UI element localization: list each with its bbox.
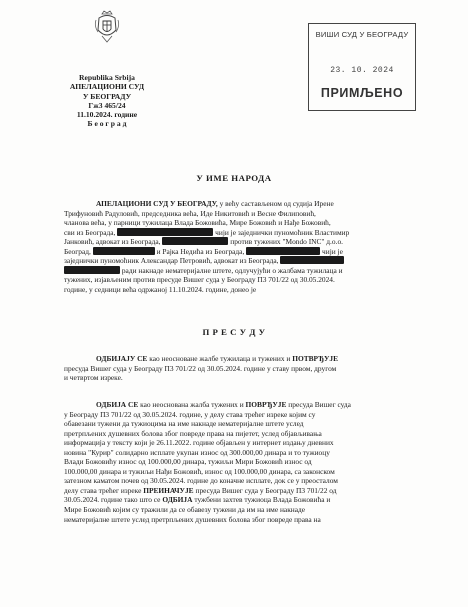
intro-paragraph: АПЕЛАЦИОНИ СУД У БЕОГРАДУ, у већу састављеном од судија Ирене Трифуновић Радуловић, председника већа, Иде Никитовић и Весне Филиповић, чланова већа, у парници тужилаца Влада Божовића, Мире Божовић и Нађе Божовић, сви из Београда, чији је заједнички пуномоћник Властимир Јанковић, адвокат из Београда, против тужених "Mondo INC" д.о.о. Београд, и Рајка Недића из Београда, чији је заједнички пуномоћник Александар Петровић, адвокат из Београда, ради накнаде нематеријалне штете, одлучујући о жалбама тужилаца и тужених, изјављеним против пресуде Вишег суда у Београду П3 701/22 од 30.05.2024. године, у седници већа одржаној 11.10.2024. године, донео је [64,199,350,294]
country-name: Republika Srbija [79,73,135,82]
coat-of-arms-icon [94,10,120,44]
court-location: Б е о г р а д [87,119,127,129]
verdict-paragraph-2: ОДБИЈА СЕ као неоснована жалба тужених и ПОВРЂУЈЕ пресуда Вишег суда у Београду П3 701/22 од 30.05.2024. године, у делу става трећег изреке којим су обавезани тужени да тужиоцима на име накнаде нематеријалне штете услед претрпљених душевних болова због повреде права на пијетет, услед објављивања информација у тексту који је 26.11.2022. године објављен у интернет издању дневних новина "Курир" солидарно исплате укупан износ од 300.000,00 динара и то тужиоцу Влади Божовићу износ од 100.000,00 динара, тужиљи Мири Божовић износ од 100.000,00 динара и тужиљи Нађи Божовић, износ од 100.000,00 динара, са законском затезном каматом почев од 30.05.2024. године до коначне исплате, док се у преосталом делу става трећег изреке ПРЕИНАЧУЈЕ пресуда Вишег суда у Београду П3 701/22 од 30.05.2024. године тако што се ОДБИЈА тужбени захтев тужиоца Влада Божовића и Мире Божовић којим су тражили да се обавезу тужени да им на име накнаде нематеријалне штете услед претрпљених душевних болова због повреде права на [64,400,351,524]
received-stamp [308,23,416,111]
court-name-bold: АПЕЛАЦИОНИ СУД У БЕОГРАДУ, [96,199,218,208]
redaction-block [117,228,213,236]
redaction-block [246,247,320,255]
case-number: Гж3 465/24 [88,100,126,110]
stamp-received-label: ПРИМЉЕНО [320,86,404,100]
court-name: АПЕЛАЦИОНИ СУД [69,82,145,92]
heading-in-name-of-people: У ИМЕ НАРОДА [196,173,272,183]
verdict-paragraph-1: ОДБИЈАЈУ СЕ као неосноване жалбе тужилаца и тужених и ПОТВРЂУЈЕ пресуда Вишег суда у Београду П3 701/22 од 30.05.2024. године у ставу првом, другом и четвртом изреке. [64,354,339,383]
stamp-court-name: ВИШИ СУД У БЕОГРАДУ [315,30,409,39]
redaction-block [93,247,155,255]
heading-verdict: П Р Е С У Д У [202,327,266,337]
redaction-block [64,266,120,274]
court-header [42,73,172,129]
decision-date: 11.10.2024. године [76,110,138,120]
court-city: У БЕОГРАДУ [82,91,132,101]
redaction-block [280,256,344,264]
redaction-block [162,237,228,245]
stamp-date: 23. 10. 2024 [330,66,394,75]
